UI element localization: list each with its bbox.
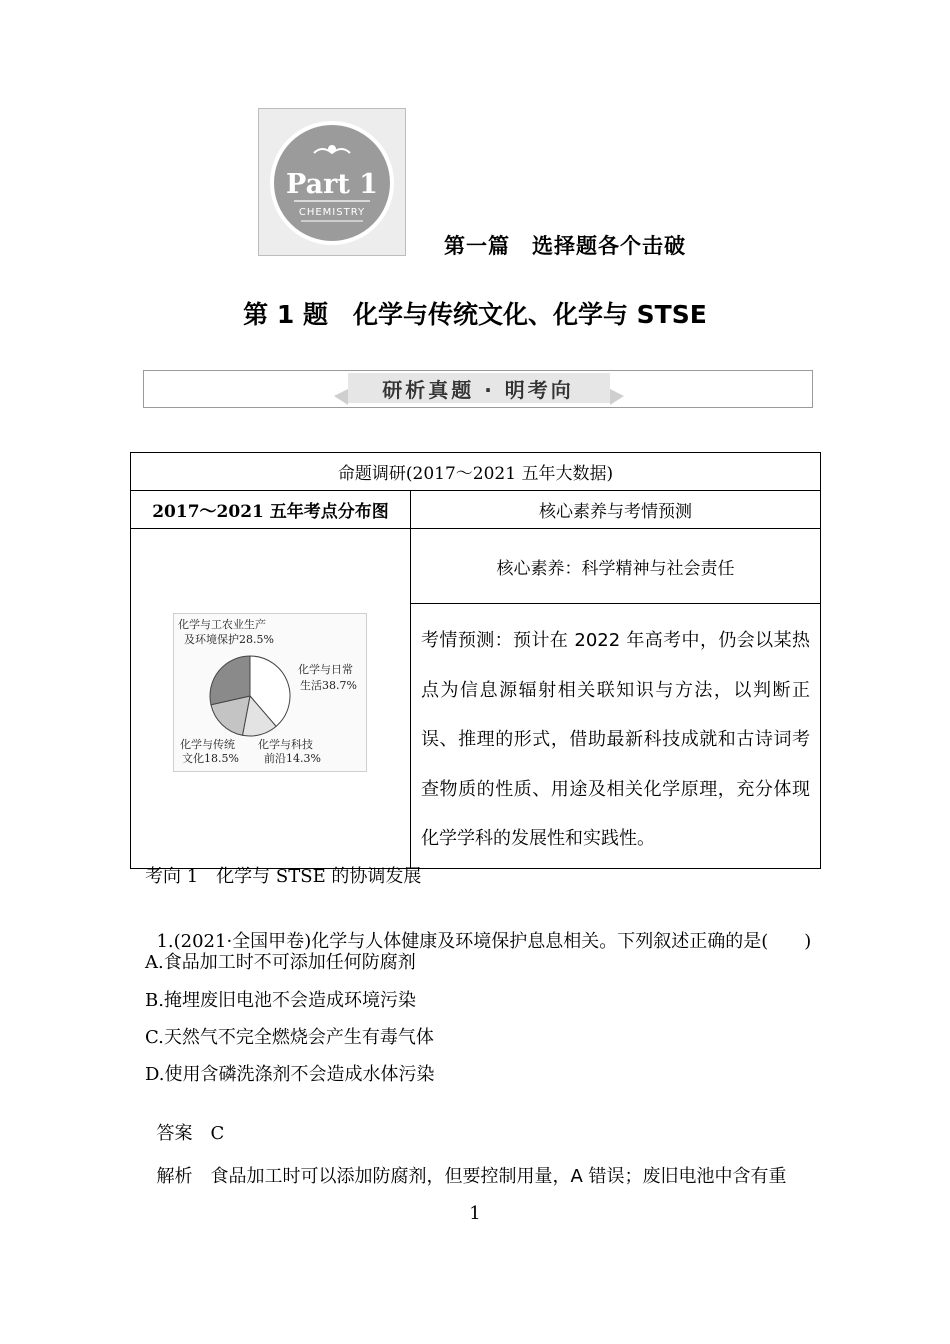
pie-label-1-line2: 生活38.7% (300, 679, 357, 692)
answer-label: 答案 (156, 1123, 193, 1144)
part-badge (258, 108, 406, 256)
badge-subtitle: CHEMISTRY (298, 207, 366, 218)
part-title: 第一篇 选择题各个击破 (444, 234, 686, 258)
page-number: 1 (469, 1203, 481, 1224)
question-stem-prefix: 1.(2021· (156, 931, 233, 952)
pie-label-0-line2: 及环境保护28.5% (184, 633, 274, 646)
option-d: D.使用含磷洗涤剂不会造成水体污染 (145, 1064, 435, 1085)
distribution-pie-chart (173, 613, 367, 772)
section-heading: 考向 1 化学与 STSE 的协调发展 (145, 866, 422, 887)
pie-label-3-line1: 化学与传统 (180, 738, 235, 751)
pie-slice-3 (210, 656, 250, 705)
core-literacy: 核心素养：科学精神与社会责任 (411, 529, 821, 604)
table-caption: 命题调研(2017～2021 五年大数据) (131, 453, 821, 491)
pie-label-3-line2: 文化18.5% (182, 752, 239, 765)
option-c: C.天然气不完全燃烧会产生有毒气体 (145, 1027, 434, 1048)
answer-value: C (210, 1123, 225, 1144)
analysis-label: 解析 (156, 1166, 193, 1187)
option-a: A.食品加工时不可添加任何防腐剂 (145, 952, 416, 973)
question-stem-rest: )化学与人体健康及环境保护息息相关。下列叙述正确的是( ) (304, 931, 812, 952)
part-badge-graphic (259, 109, 405, 255)
badge-title: Part 1 (286, 169, 378, 200)
analysis-text: 食品加工时可以添加防腐剂，但要控制用量，A 错误；废旧电池中含有重 (210, 1166, 787, 1187)
exam-prediction: 考情预测：预计在 2022 年高考中，仍会以某热点为信息源辐射相关联知识与方法，以判断正误、推理的形式，借助最新科技成就和古诗词考查物质的性质、用途及相关化学原理，充分体现化学学科的发展性和实践性。 (411, 604, 821, 869)
chapter-title: 第 1 题 化学与传统文化、化学与 STSE (243, 300, 707, 329)
table-header-right: 核心素养与考情预测 (411, 491, 821, 529)
table-header-left: 2017～2021 五年考点分布图 (131, 491, 411, 529)
analysis-line (145, 1141, 787, 1188)
pie-label-2-line1: 化学与科技 (258, 738, 313, 751)
question-stem (145, 906, 811, 953)
option-b: B.掩埋废旧电池不会造成环境污染 (145, 990, 416, 1011)
section-banner (143, 370, 813, 408)
pie-label-1-line1: 化学与日常 (298, 663, 353, 676)
pie-label-2-line2: 前沿14.3% (264, 752, 321, 765)
banner-text: 研析真题 · 明考向 (382, 378, 574, 402)
question-source: 全国甲卷 (232, 931, 305, 952)
answer-line (145, 1098, 224, 1145)
pie-label-0-line1: 化学与工农业生产 (178, 618, 266, 631)
